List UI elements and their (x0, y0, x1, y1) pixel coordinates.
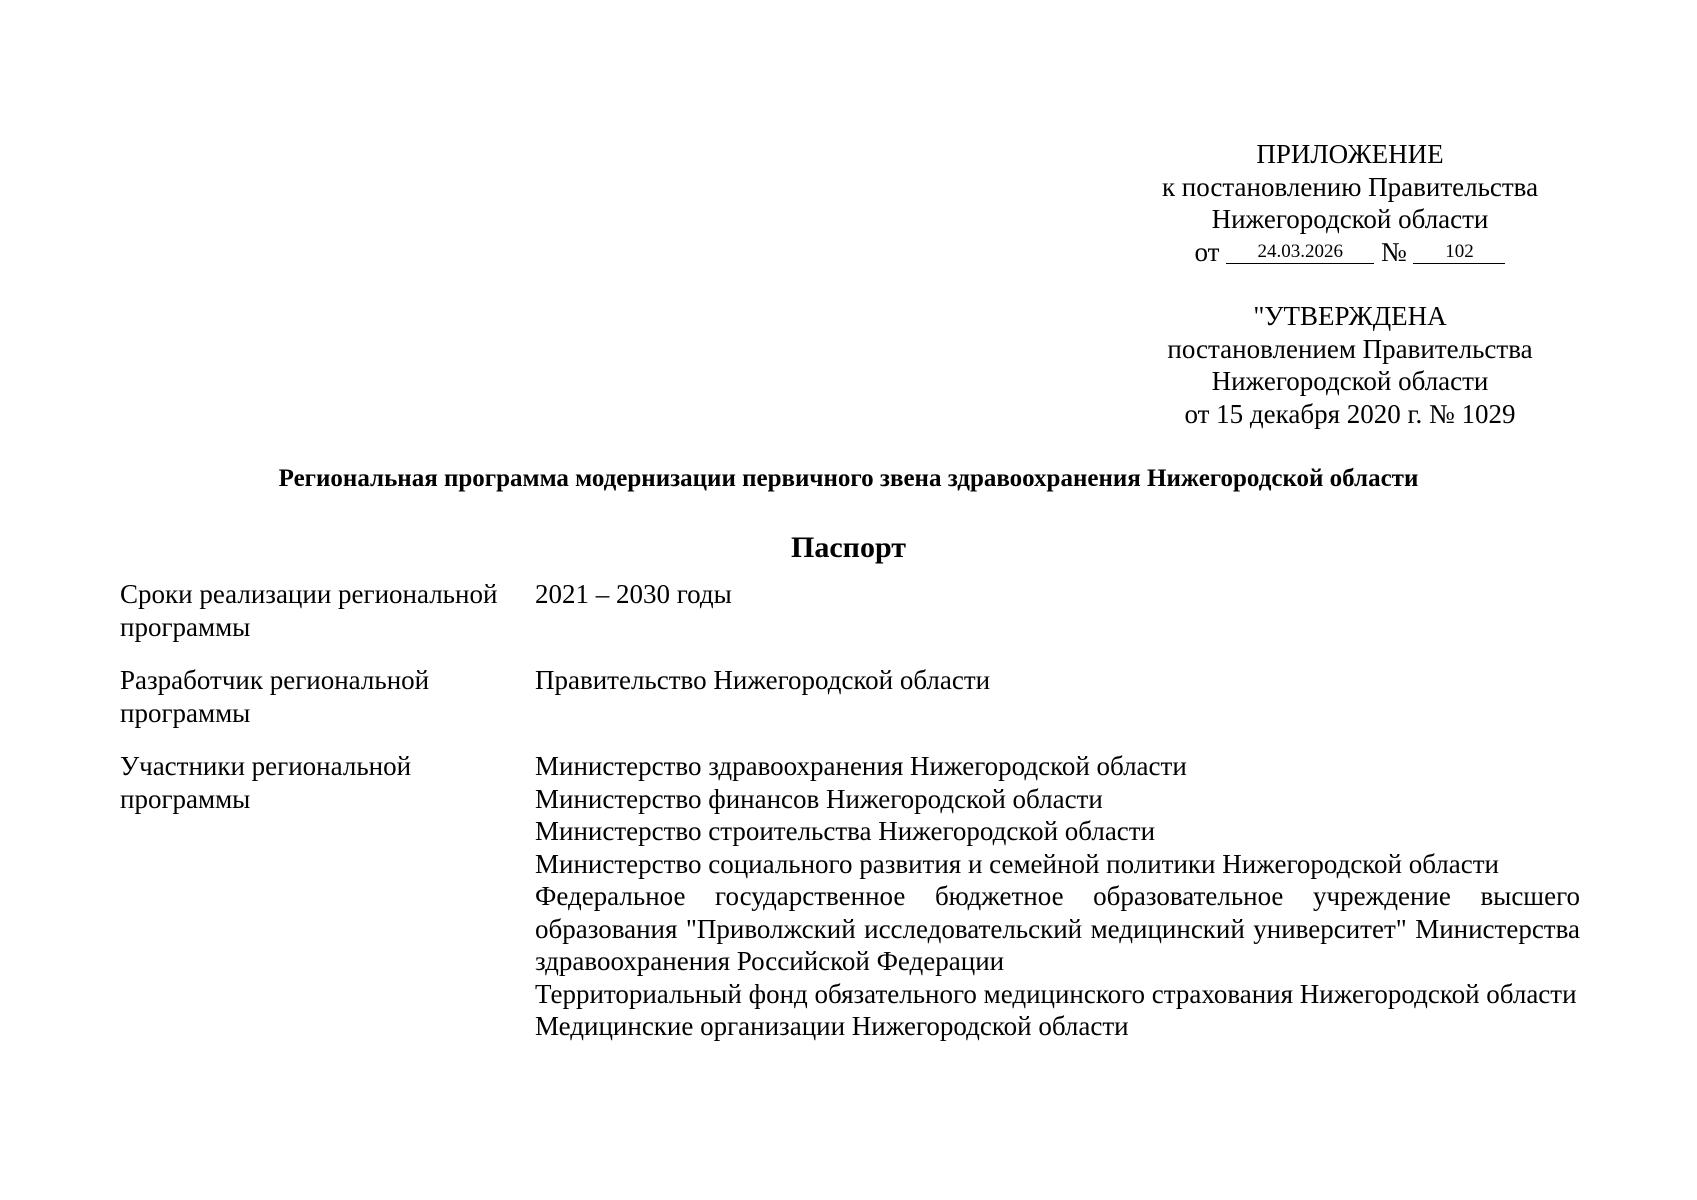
passport-row-terms (120, 578, 1580, 643)
row-value (535, 750, 1580, 1043)
participant-item: Территориальный фонд обязательного медицинского страхования Нижегородской области (535, 978, 1577, 1009)
approved-header (1030, 300, 1670, 430)
decree-number-field: 102 (1413, 241, 1505, 264)
approved-line-2: Нижегородской области (1211, 366, 1489, 396)
program-title: Региональная программа модернизации первичного звена здравоохранения Нижегородской области (278, 465, 1419, 492)
approved-line-1: постановлением Правительства (1167, 333, 1533, 364)
row-value (535, 664, 1580, 729)
number-label: № (1380, 236, 1407, 267)
passport-row-participants (120, 750, 1580, 1043)
approved-line-3: от 15 декабря 2020 г. № 1029 (1184, 398, 1516, 429)
row-label: Разработчик региональной программы (120, 665, 430, 728)
passport-title: Паспорт (791, 531, 906, 564)
approved-title: "УТВЕРЖДЕНА (1253, 301, 1447, 331)
appendix-title: ПРИЛОЖЕНИЕ (1256, 139, 1444, 169)
value-item: Правительство Нижегородской области (535, 665, 991, 695)
row-value (535, 578, 1580, 643)
appendix-header (1030, 138, 1670, 268)
row-label: Участники региональной программы (120, 751, 412, 814)
passport-row-developer (120, 664, 1580, 729)
participant-item: Министерство социального развития и семейной политики Нижегородской области (535, 848, 1499, 879)
participant-item: Федеральное государственное бюджетное образовательное учреждение высшего образования "Приволжский исследовательский медицинский университет" Министерства здравоохранения Российской Федерации (535, 881, 1580, 976)
appendix-line-1: к постановлению Правительства (1161, 171, 1539, 202)
participant-item: Министерство финансов Нижегородской области (535, 783, 1103, 814)
from-label: от (1194, 236, 1220, 267)
participant-item: Министерство строительства Нижегородской области (535, 816, 1156, 846)
appendix-date-line (1030, 236, 1670, 269)
participant-item: Медицинские организации Нижегородской области (535, 1011, 1129, 1041)
passport-table (120, 578, 1580, 1064)
value-item: 2021 – 2030 годы (535, 579, 732, 609)
decree-date-field: 24.03.2026 (1226, 241, 1374, 264)
participant-item: Министерство здравоохранения Нижегородской области (535, 751, 1187, 781)
row-label: Сроки реализации региональной программы (120, 579, 498, 642)
appendix-line-2: Нижегородской области (1211, 204, 1489, 234)
